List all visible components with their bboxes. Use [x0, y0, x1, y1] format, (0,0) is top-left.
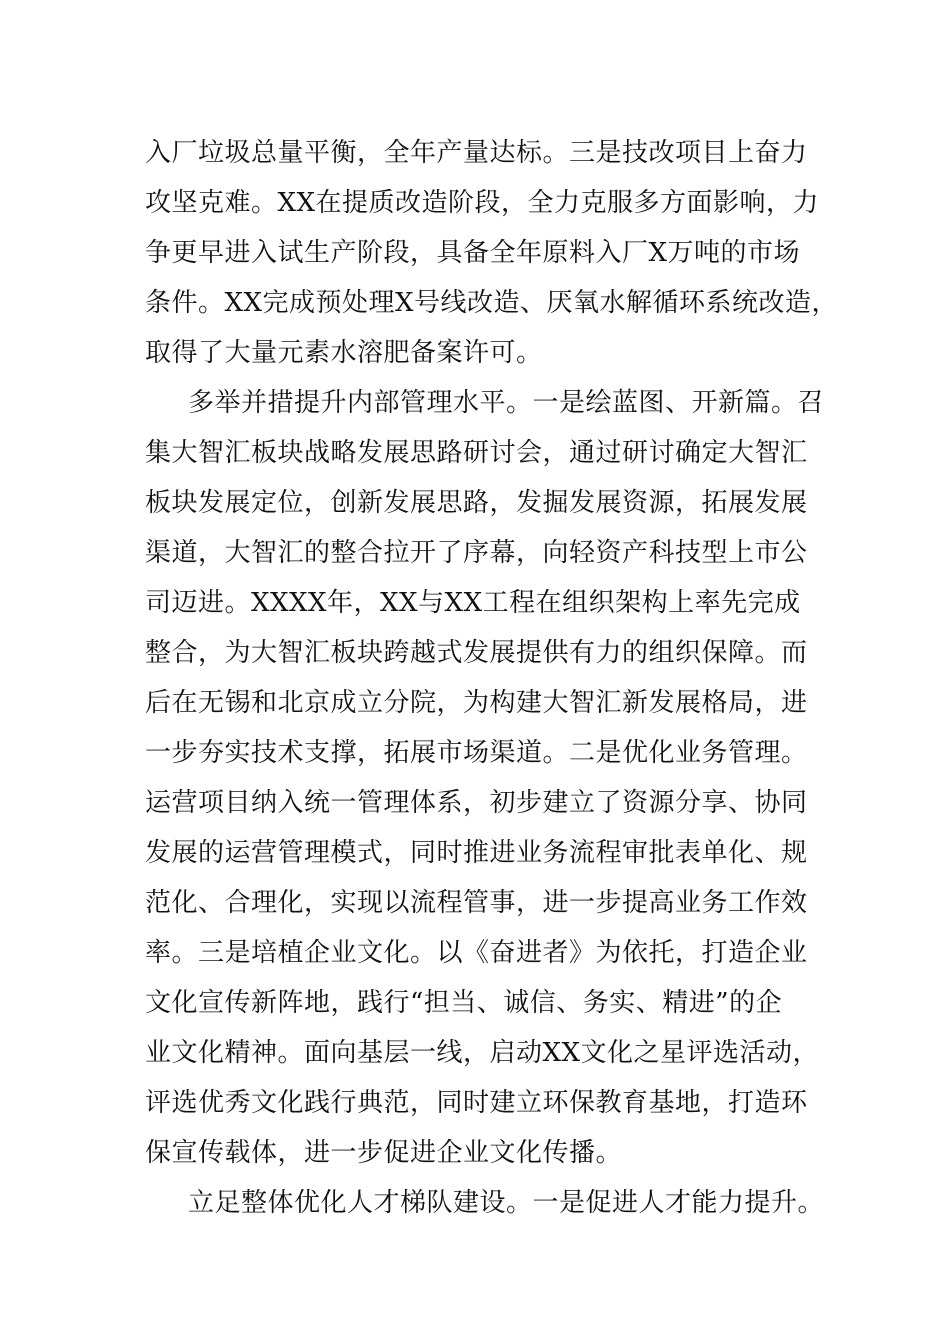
paragraph-start-line: 多举并措提升内部管理水平。一是绘蓝图、开新篇。召	[188, 388, 825, 418]
text-line: 业文化精神。面向基层一线，启动XX文化之星评选活动，	[145, 1038, 820, 1068]
text-line: 发展的运营管理模式，同时推进业务流程审批表单化、规	[145, 838, 808, 868]
text-line: 司迈进。XXXX年，XX与XX工程在组织架构上率先完成	[145, 588, 801, 618]
text-line: 入厂垃圾总量平衡，全年产量达标。三是技改项目上奋力	[145, 138, 808, 168]
paragraph-start-line: 立足整体优化人才梯队建设。一是促进人才能力提升。	[188, 1188, 825, 1218]
text-line: 攻坚克难。XX在提质改造阶段，全力克服多方面影响，力	[145, 188, 820, 218]
text-line: 范化、合理化，实现以流程管事，进一步提高业务工作效	[145, 888, 808, 918]
text-line: 保宣传载体，进一步促进企业文化传播。	[145, 1138, 623, 1168]
text-line: 渠道，大智汇的整合拉开了序幕，向轻资产科技型上市公	[145, 538, 808, 568]
text-line: 评选优秀文化践行典范，同时建立环保教育基地，打造环	[145, 1088, 808, 1118]
text-line: 条件。XX完成预处理X号线改造、厌氧水解循环系统改造，	[145, 288, 839, 318]
text-line: 后在无锡和北京成立分院，为构建大智汇新发展格局，进	[145, 688, 808, 718]
text-line: 板块发展定位，创新发展思路，发掘发展资源，拓展发展	[145, 488, 808, 518]
text-line: 率。三是培植企业文化。以《奋进者》为依托，打造企业	[145, 938, 808, 968]
text-line: 运营项目纳入统一管理体系，初步建立了资源分享、协同	[145, 788, 808, 818]
text-line: 取得了大量元素水溶肥备案许可。	[145, 338, 543, 368]
text-line: 争更早进入试生产阶段，具备全年原料入厂X万吨的市场	[145, 238, 801, 268]
text-line: 整合，为大智汇板块跨越式发展提供有力的组织保障。而	[145, 638, 808, 668]
text-line: 一步夯实技术支撑，拓展市场渠道。二是优化业务管理。	[145, 738, 808, 768]
text-line: 集大智汇板块战略发展思路研讨会，通过研讨确定大智汇	[145, 438, 808, 468]
text-line: 文化宣传新阵地，践行“担当、诚信、务实、精进”的企	[145, 988, 783, 1018]
